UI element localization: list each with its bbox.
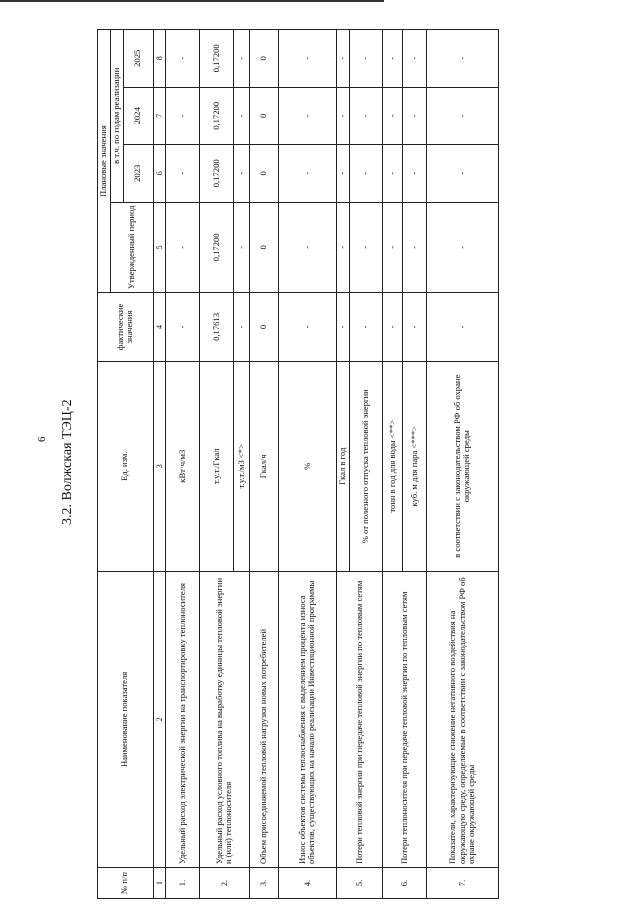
value-cell: - <box>402 202 426 293</box>
value-cell: - <box>382 145 402 202</box>
value-cell: - <box>349 30 382 88</box>
value-cell: - <box>402 145 426 202</box>
value-cell: 0 <box>249 30 278 88</box>
row-num: 4. <box>278 868 336 899</box>
row-unit: Гкал в год <box>336 361 349 571</box>
value-cell: 0,17200 <box>199 30 233 88</box>
header-planned: Плановые значения <box>98 30 111 293</box>
row-unit: % <box>278 361 336 571</box>
value-cell: - <box>165 30 199 88</box>
value-cell: - <box>402 293 426 362</box>
value-cell: - <box>349 145 382 202</box>
value-cell: - <box>278 145 336 202</box>
column-index-row <box>153 30 165 899</box>
row-name: Износ объектов системы теплоснабжения с выделением процента износа объектов, существующих на начало реализации Инвестиционной программы <box>278 571 336 867</box>
row-num: 6. <box>382 868 426 899</box>
column-index: 3 <box>153 361 165 571</box>
column-index: 1 <box>153 868 165 899</box>
value-cell: - <box>165 202 199 293</box>
value-cell: - <box>426 87 498 144</box>
value-cell: 0 <box>249 145 278 202</box>
header-num: № п/п <box>98 868 154 899</box>
value-cell: 0,17613 <box>199 293 233 362</box>
row-unit: кВт·ч/м3 <box>165 361 199 571</box>
header-year: 2025 <box>123 30 153 88</box>
row-name: Удельный расход условного топлива на выработку единицы тепловой энергии и (или) теплоносителя <box>199 571 249 867</box>
header-year: 2024 <box>123 87 153 144</box>
row-unit: в соответствии с законодательством РФ об охране окружающей среды <box>426 361 498 571</box>
table-row <box>382 30 402 899</box>
value-cell: - <box>349 293 382 362</box>
column-index: 4 <box>153 293 165 362</box>
indicators-table <box>97 29 499 899</box>
column-index: 5 <box>153 202 165 293</box>
value-cell: - <box>278 30 336 88</box>
row-unit: куб. м для пара <***> <box>402 361 426 571</box>
header-year: 2023 <box>123 145 153 202</box>
table-row <box>249 30 278 899</box>
row-name: Показатели, характеризующие снижение негативного воздействия на окружающую среду, определяемые в соответствии с законодательством РФ об охране окружающей среды <box>426 571 498 867</box>
header-unit: Ед. изм. <box>98 361 154 571</box>
value-cell: - <box>336 293 349 362</box>
value-cell: - <box>382 293 402 362</box>
value-cell: - <box>336 30 349 88</box>
column-index: 2 <box>153 571 165 867</box>
row-unit: т.у.т./м3 <*> <box>233 361 249 571</box>
row-num: 7. <box>426 868 498 899</box>
value-cell: - <box>278 202 336 293</box>
table-row <box>426 30 498 899</box>
value-cell: - <box>402 30 426 88</box>
header-name: Наименование показателя <box>98 571 154 867</box>
value-cell: - <box>233 87 249 144</box>
header-actual: фактические значения <box>98 293 154 362</box>
value-cell: - <box>233 145 249 202</box>
value-cell: - <box>402 87 426 144</box>
value-cell: - <box>382 87 402 144</box>
row-name: Потери тепловой энергии при передаче тепловой энергии по тепловым сетям <box>336 571 382 867</box>
column-index: 6 <box>153 145 165 202</box>
table-header-row <box>98 30 111 899</box>
value-cell: 0 <box>249 293 278 362</box>
page-number: 6 <box>36 436 48 442</box>
value-cell: - <box>336 202 349 293</box>
value-cell: - <box>165 293 199 362</box>
row-name: Объем присоединяемой тепловой нагрузки новых потребителей <box>249 571 278 867</box>
value-cell: - <box>233 30 249 88</box>
row-unit: т.у.т./Гкал <box>199 361 233 571</box>
value-cell: - <box>278 293 336 362</box>
value-cell: - <box>426 202 498 293</box>
value-cell: 0,17200 <box>199 87 233 144</box>
column-index: 7 <box>153 87 165 144</box>
row-num: 5. <box>336 868 382 899</box>
value-cell: - <box>233 293 249 362</box>
row-num: 2. <box>199 868 249 899</box>
row-num: 3. <box>249 868 278 899</box>
value-cell: - <box>426 30 498 88</box>
value-cell: - <box>426 293 498 362</box>
value-cell: 0 <box>249 87 278 144</box>
table-row <box>165 30 199 899</box>
value-cell: - <box>349 202 382 293</box>
value-cell: 0 <box>249 202 278 293</box>
column-index: 8 <box>153 30 165 88</box>
value-cell: 0,17200 <box>199 145 233 202</box>
section-title: 3.2. Волжская ТЭЦ-2 <box>60 399 75 525</box>
value-cell: - <box>278 87 336 144</box>
header-approved: Утвержденный период <box>110 202 153 293</box>
header-by-years: в т.ч. по годам реализации <box>110 30 123 203</box>
row-unit: тонн в год для воды <**> <box>382 361 402 571</box>
value-cell: - <box>336 87 349 144</box>
value-cell: - <box>165 145 199 202</box>
row-name: Удельный расход электрической энергии на транспортировку теплоносителя <box>165 571 199 867</box>
row-unit: Гкал/ч <box>249 361 278 571</box>
value-cell: - <box>426 145 498 202</box>
row-num: 1. <box>165 868 199 899</box>
value-cell: - <box>165 87 199 144</box>
value-cell: - <box>382 30 402 88</box>
row-name: Потери теплоносителя при передаче тепловой энергии по тепловым сетям <box>382 571 426 867</box>
value-cell: - <box>349 87 382 144</box>
table-row <box>278 30 336 899</box>
table-row <box>336 30 349 899</box>
value-cell: - <box>336 145 349 202</box>
value-cell: 0,17200 <box>199 202 233 293</box>
table-row <box>199 30 233 899</box>
row-unit: % от полезного отпуска тепловой энергии <box>349 361 382 571</box>
value-cell: - <box>382 202 402 293</box>
value-cell: - <box>233 202 249 293</box>
